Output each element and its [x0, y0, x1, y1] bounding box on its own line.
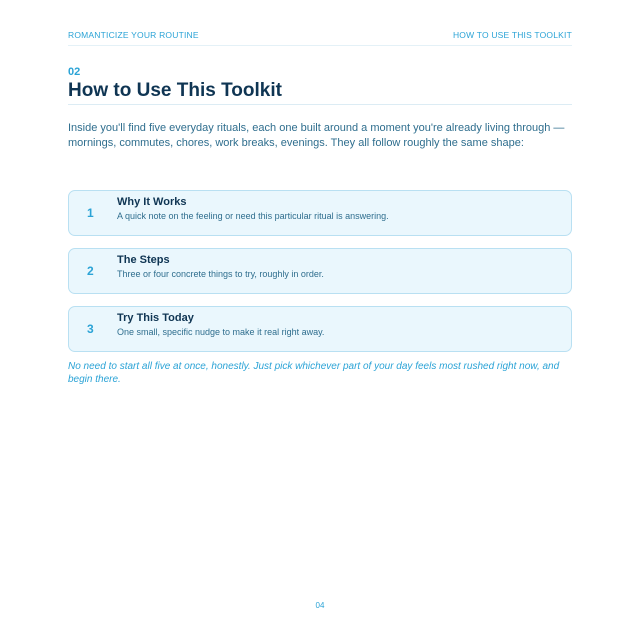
- page-title: How to Use This Toolkit: [68, 80, 282, 101]
- step-title: Try This Today: [117, 312, 194, 324]
- title-divider: [68, 104, 572, 105]
- intro-paragraph: Inside you'll find five everyday rituals, each one built around a moment you're already living through — mornings, commutes, chores, work breaks, evenings. They all follow roughly the same shape:: [68, 122, 565, 149]
- step-title: The Steps: [117, 254, 170, 266]
- running-header-right: HOW TO USE THIS TOOLKIT: [452, 30, 572, 40]
- step-card-why-it-works: [68, 190, 572, 236]
- step-number: 2: [87, 264, 94, 278]
- step-description: One small, specific nudge to make it real right away.: [117, 327, 325, 337]
- closing-note: No need to start all five at once, honestly. Just pick whichever part of your day feels most rushed right now, and begin there.: [68, 361, 560, 385]
- step-card-try-this-today: [68, 306, 572, 352]
- step-number: 3: [87, 322, 94, 336]
- step-description: A quick note on the feeling or need this particular ritual is answering.: [117, 211, 389, 221]
- step-title: Why It Works: [117, 196, 187, 208]
- step-description: Three or four concrete things to try, roughly in order.: [117, 269, 324, 279]
- step-card-the-steps: [68, 248, 572, 294]
- section-number: 02: [68, 66, 81, 78]
- step-number: 1: [87, 206, 94, 220]
- running-header: [68, 30, 572, 46]
- page-number: 04: [315, 601, 325, 610]
- running-header-left: ROMANTICIZE YOUR ROUTINE: [68, 30, 199, 40]
